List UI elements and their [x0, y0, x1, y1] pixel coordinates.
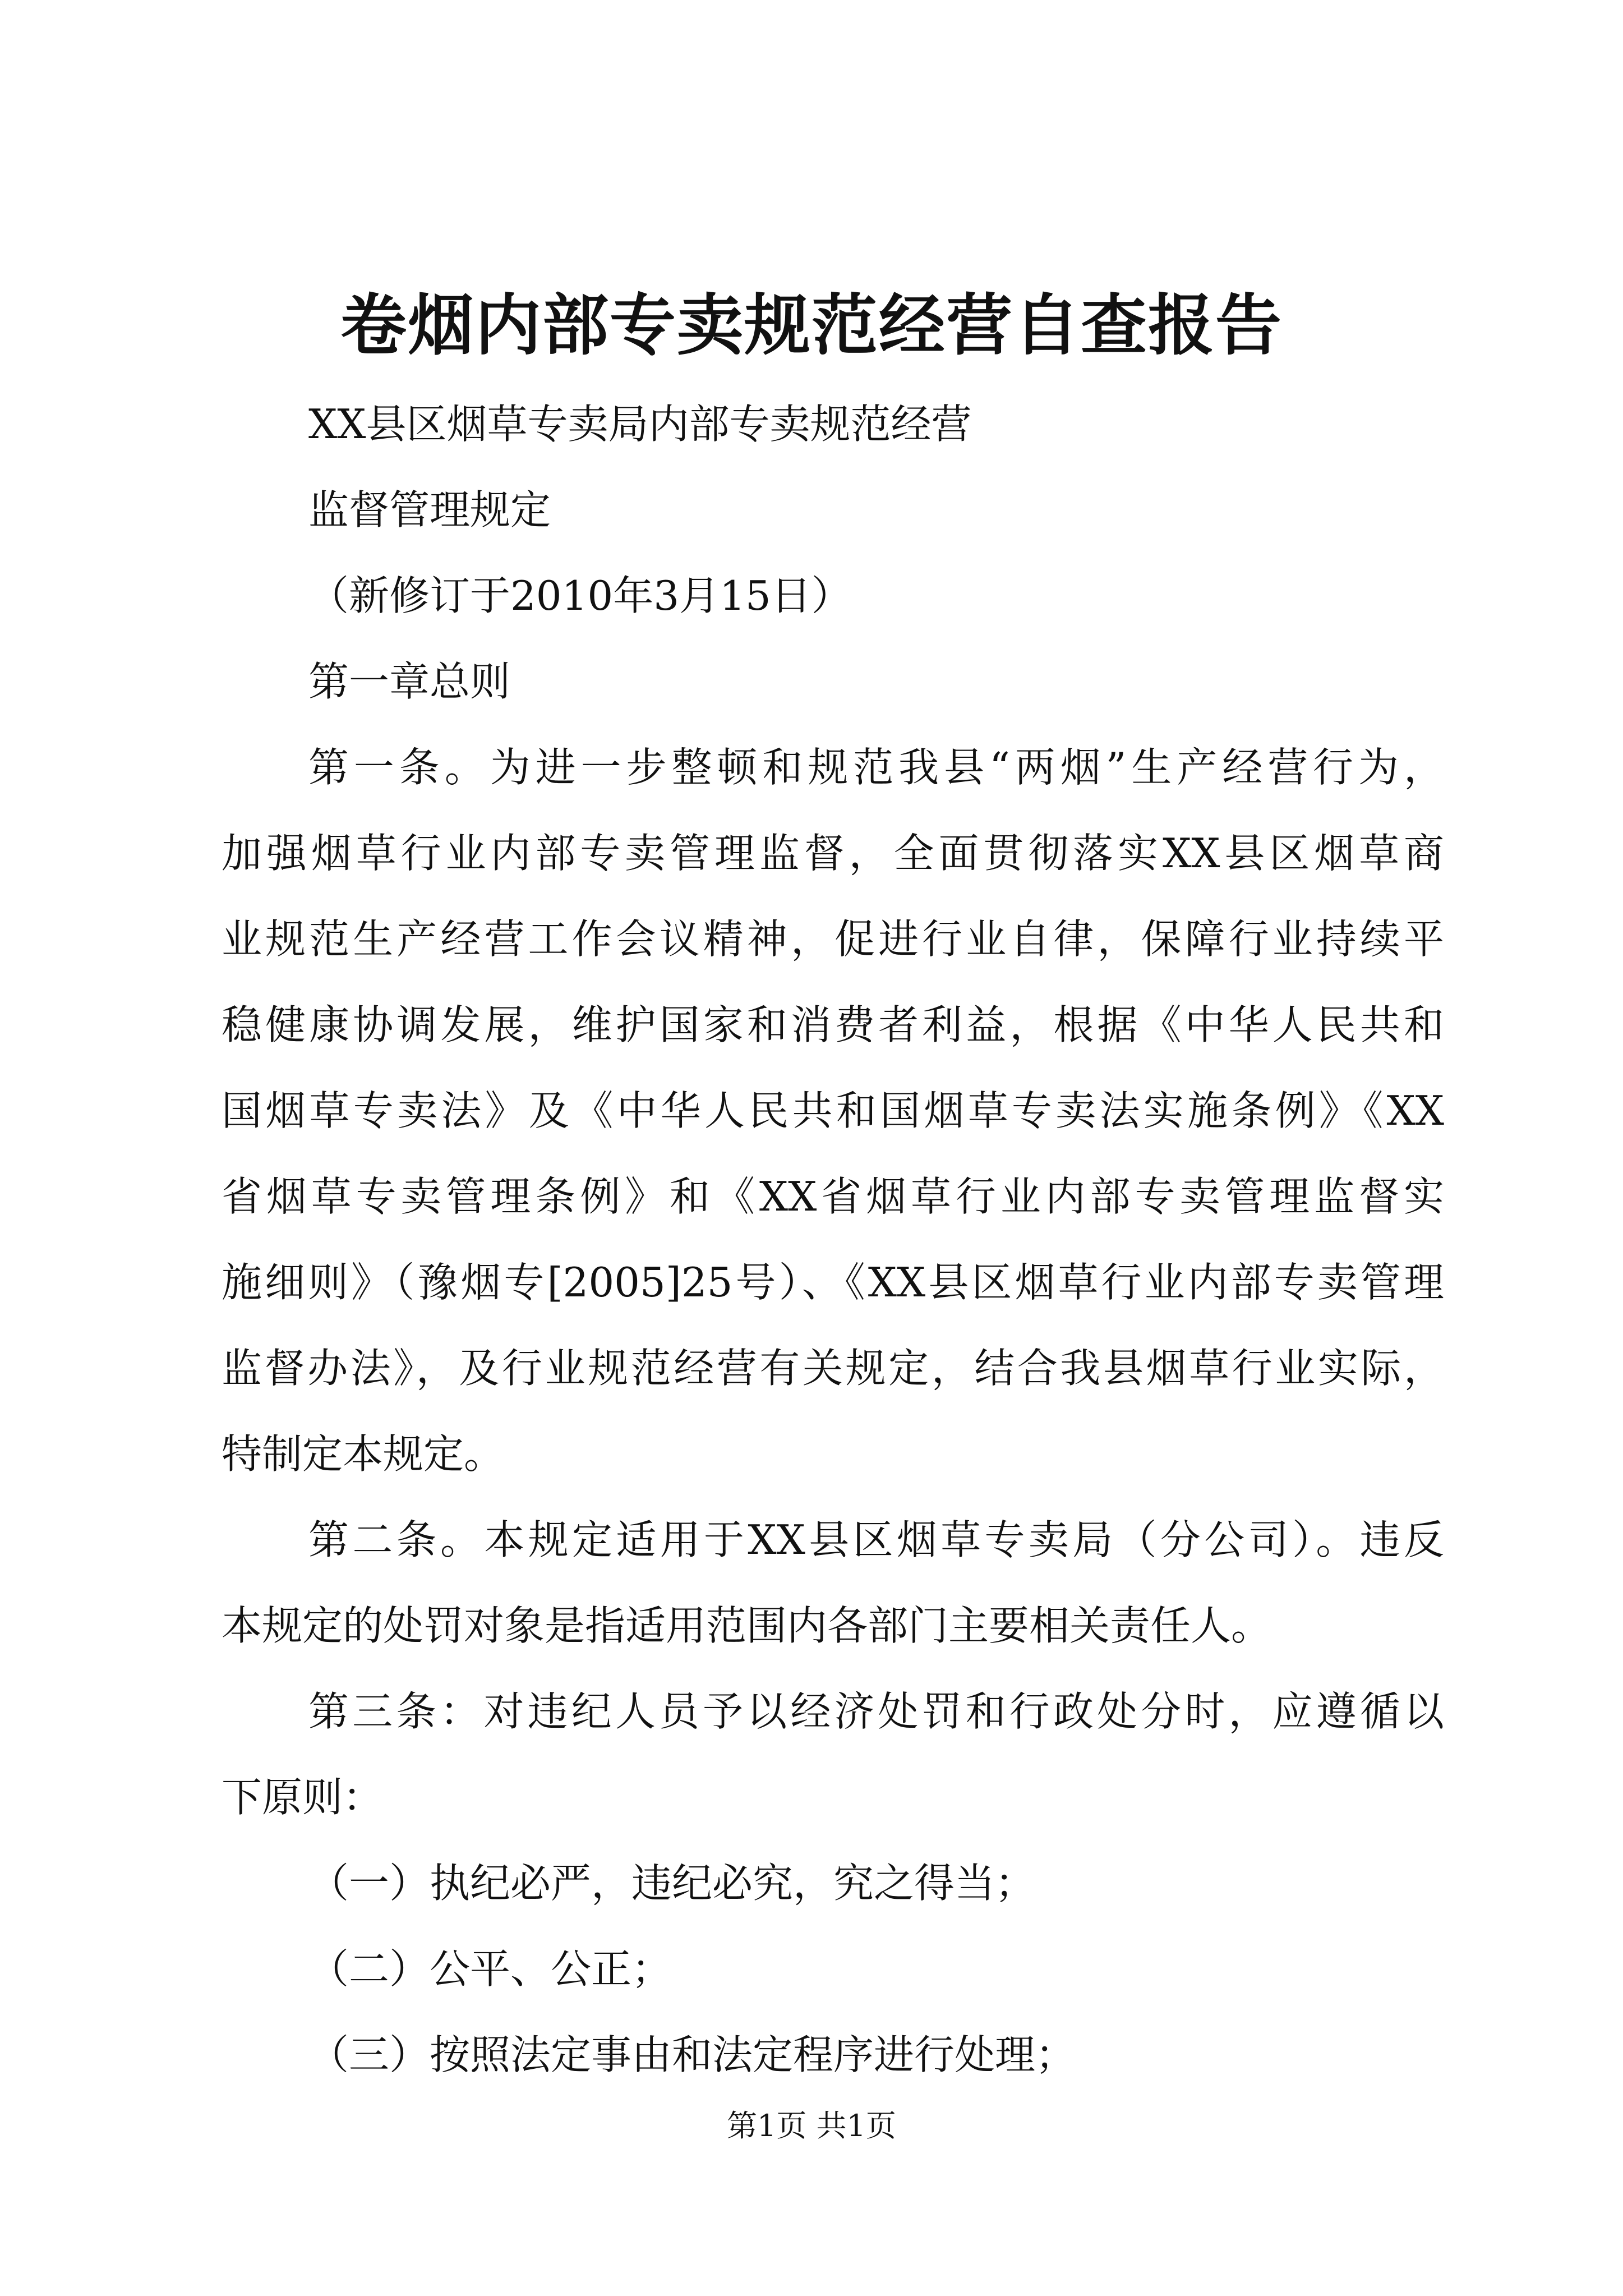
document-title: 卷烟内部专卖规范经营自查报告: [340, 286, 1283, 364]
paragraph-line: 施细则》（豫烟专[2005]25号）、《XX县区烟草行业内部专卖管理: [222, 1259, 1444, 1306]
paragraph-line: 稳健康协调发展，维护国家和消费者利益，根据《中华人民共和: [222, 1001, 1444, 1048]
page-footer: 第1页 共1页: [727, 2108, 896, 2143]
paragraph-line: 第三条：对违纪人员予以经济处罚和行政处分时，应遵循以: [308, 1688, 1444, 1735]
paragraph-line: 业规范生产经营工作会议精神，促进行业自律，保障行业持续平: [222, 915, 1444, 963]
paragraph-line: 监督办法》，及行业规范经营有关规定，结合我县烟草行业实际，: [222, 1345, 1444, 1392]
paragraph-line: 本规定的处罚对象是指适用范围内各部门主要相关责任人。: [222, 1602, 1272, 1649]
paragraph-line: （一）执纪必严，违纪必究，究之得当；: [308, 1860, 1036, 1907]
paragraph-line: 第二条。本规定适用于XX县区烟草专卖局（分公司）。违反: [308, 1516, 1444, 1563]
paragraph-line: （二）公平、公正；: [308, 1945, 672, 1993]
paragraph-line: 特制定本规定。: [222, 1430, 505, 1478]
paragraph-line: XX县区烟草专卖局内部专卖规范经营: [308, 401, 972, 448]
paragraph-line: 国烟草专卖法》及《中华人民共和国烟草专卖法实施条例》《XX: [222, 1087, 1444, 1134]
paragraph-line: 第一章总则: [308, 658, 511, 705]
paragraph-line: （新修订于2010年3月15日）: [308, 572, 852, 619]
paragraph-line: 监督管理规定: [308, 486, 551, 533]
paragraph-line: 第一条。为进一步整顿和规范我县“两烟”生产经营行为，: [308, 744, 1444, 791]
document-body: [222, 381, 1444, 2098]
paragraph-line: 下原则：: [222, 1774, 384, 1821]
paragraph-line: 省烟草专卖管理条例》和《XX省烟草行业内部专卖管理监督实: [222, 1173, 1444, 1220]
paragraph-line: （三）按照法定事由和法定程序进行处理；: [308, 2031, 1076, 2078]
paragraph-line: 加强烟草行业内部专卖管理监督，全面贯彻落实XX县区烟草商: [222, 830, 1444, 877]
